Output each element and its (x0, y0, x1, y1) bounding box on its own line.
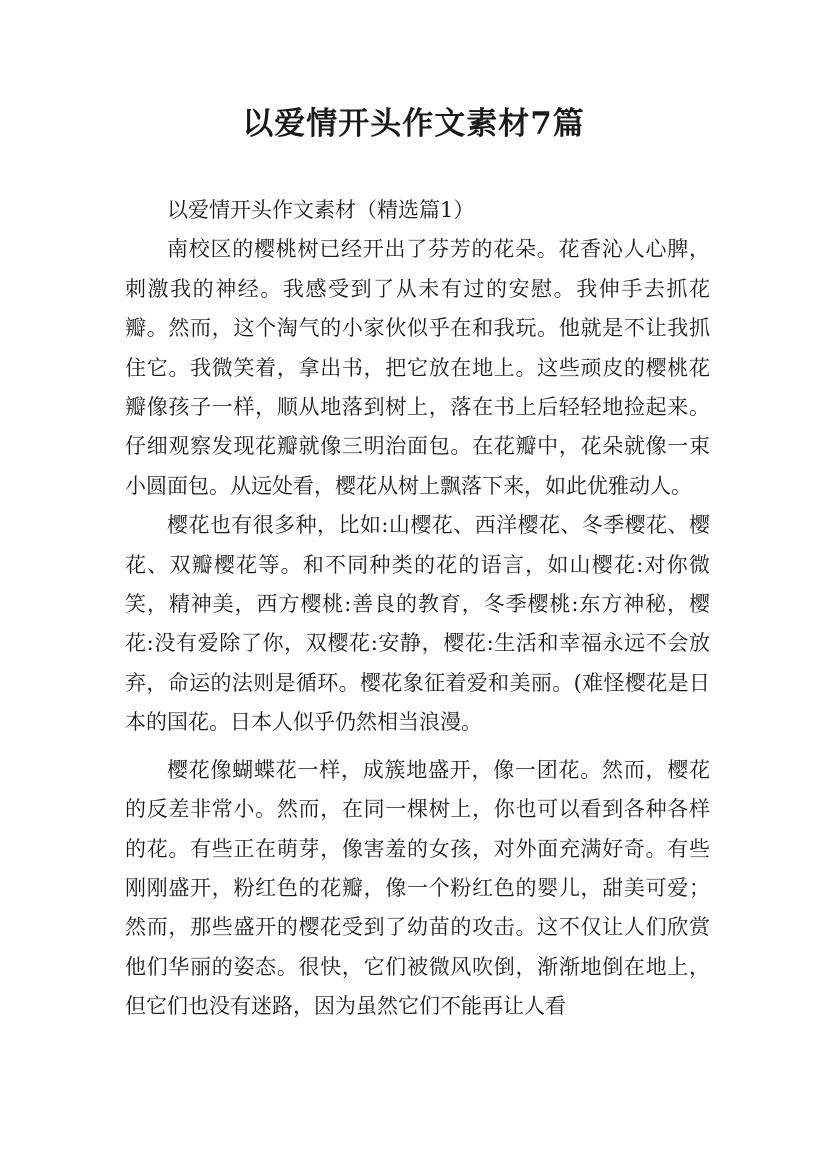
document-body (125, 191, 710, 1027)
paragraph-2: 樱花也有很多种，比如:山樱花、西洋樱花、冬季樱花、樱花、双瓣樱花等。和不同种类的花的语言，如山樱花:对你微笑，精神美，西方樱桃:善良的教育，冬季樱桃:东方神秘，樱花:没有爱除了你，双樱花:安静，樱花:生活和幸福永远不会放弃，命运的法则是循环。樱花象征着爱和美丽。(难怪樱花是日本的国花。日本人似乎仍然相当浪漫。 (125, 513, 710, 735)
document-title: 以爱情开头作文素材7篇 (242, 106, 585, 142)
paragraph-spacer (125, 743, 710, 751)
paragraph-3: 樱花像蝴蝶花一样，成簇地盛开，像一团花。然而，樱花的反差非常小。然而，在同一棵树上，你也可以看到各种各样的花。有些正在萌芽，像害羞的女孩，对外面充满好奇。有些刚刚盛开，粉红色的花瓣，像一个粉红色的婴儿，甜美可爱；然而，那些盛开的樱花受到了幼苗的攻击。这不仅让人们欣赏他们华丽的姿态。很快，它们被微风吹倒，渐渐地倒在地上，但它们也没有迷路，因为虽然它们不能再让人看 (125, 757, 710, 1019)
paragraph-1: 南校区的樱桃树已经开出了芬芳的花朵。花香沁人心脾，刺激我的神经。我感受到了从未有过的安慰。我伸手去抓花瓣。然而，这个淘气的小家伙似乎在和我玩。他就是不让我抓住它。我微笑着，拿出书，把它放在地上。这些顽皮的樱桃花瓣像孩子一样，顺从地落到树上，落在书上后轻轻地捡起来。仔细观察发现花瓣就像三明治面包。在花瓣中，花朵就像一束小圆面包。从远处看，樱花从树上飘落下来，如此优雅动人。 (125, 237, 710, 498)
section-heading: 以爱情开头作文素材（精选篇1） (167, 198, 475, 222)
